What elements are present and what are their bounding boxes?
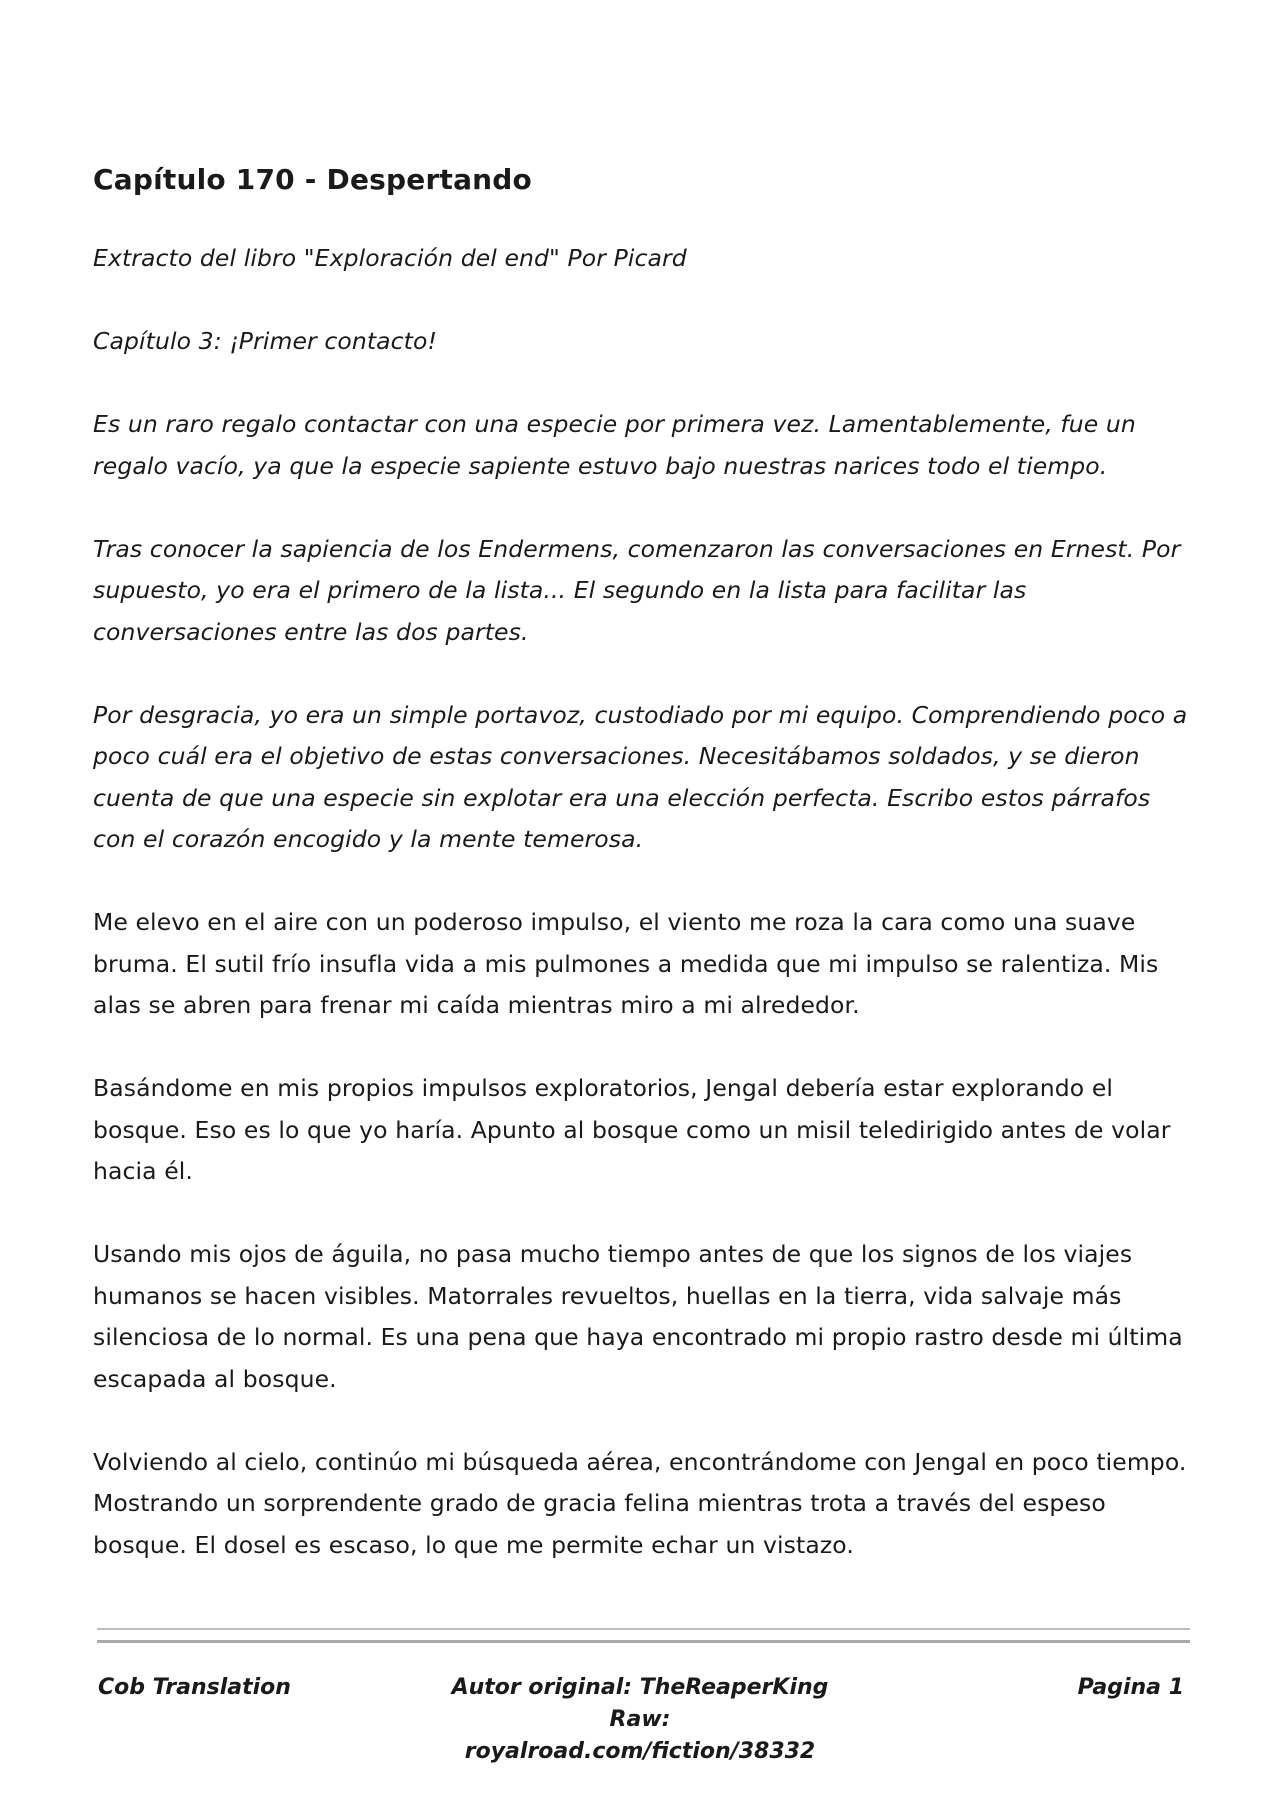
body-paragraph: Basándome en mis propios impulsos exploratorios, Jengal debería estar explorando el bosque. Eso es lo que yo haría. Apunto al bosque como un misil teledirigido antes de volar hacia él. <box>93 1074 1171 1185</box>
footer-translator: Cob Translation <box>98 1675 291 1700</box>
excerpt-paragraph: Tras conocer la sapiencia de los Endermens, comenzaron las conversaciones en Ernest. Por supuesto, yo era el primero de la lista... El segundo en la lista para facilitar las conversaciones entre las dos partes. <box>93 534 1181 646</box>
body-paragraph: Usando mis ojos de águila, no pasa mucho tiempo antes de que los signos de los viajes humanos se hacen visibles. Matorrales revueltos, huellas en la tierra, vida salvaje más silenciosa de lo normal. Es una pena que haya encontrado mi propio rastro desde mi última escapada al bosque. <box>93 1240 1183 1393</box>
footer-divider-top <box>97 1628 1190 1630</box>
page-content <box>93 158 1193 1608</box>
excerpt-chapter-heading: Capítulo 3: ¡Primer contacto! <box>93 327 437 355</box>
footer-divider-bottom <box>97 1640 1190 1643</box>
footer-raw-source: Raw: royalroad.com/fiction/38332 <box>464 1707 816 1764</box>
excerpt-paragraph: Por desgracia, yo era un simple portavoz, custodiado por mi equipo. Comprendiendo poco a poco cuál era el objetivo de estas conversaciones. Necesitábamos soldados, y se dieron cuenta de que una especie sin explotar era una elección perfecta. Escribo estos párrafos con el corazón encogido y la mente temerosa. <box>93 700 1188 853</box>
book-excerpt-heading: Extracto del libro "Exploración del end" Por Picard <box>93 244 687 272</box>
footer-original-author: Autor original: TheReaperKing <box>451 1675 829 1700</box>
footer-page-number: Pagina 1 <box>1077 1675 1184 1700</box>
body-paragraph: Me elevo en el aire con un poderoso impulso, el viento me roza la cara como una suave bruma. El sutil frío insufla vida a mis pulmones a medida que mi impulso se ralentiza. Mis alas se abren para frenar mi caída mientras miro a mi alrededor. <box>93 908 1159 1019</box>
chapter-title: Capítulo 170 - Despertando <box>93 163 532 196</box>
footer-credits <box>440 1672 840 1768</box>
body-paragraph: Volviendo al cielo, continúo mi búsqueda aérea, encontrándome con Jengal en poco tiempo. Mostrando un sorprendente grado de gracia felina mientras trota a través del espeso bosque. El dosel es escaso, lo que me permite echar un vistazo. <box>93 1447 1187 1559</box>
excerpt-paragraph: Es un raro regalo contactar con una especie por primera vez. Lamentablemente, fue un regalo vacío, ya que la especie sapiente estuvo bajo nuestras narices todo el tiempo. <box>93 410 1136 480</box>
